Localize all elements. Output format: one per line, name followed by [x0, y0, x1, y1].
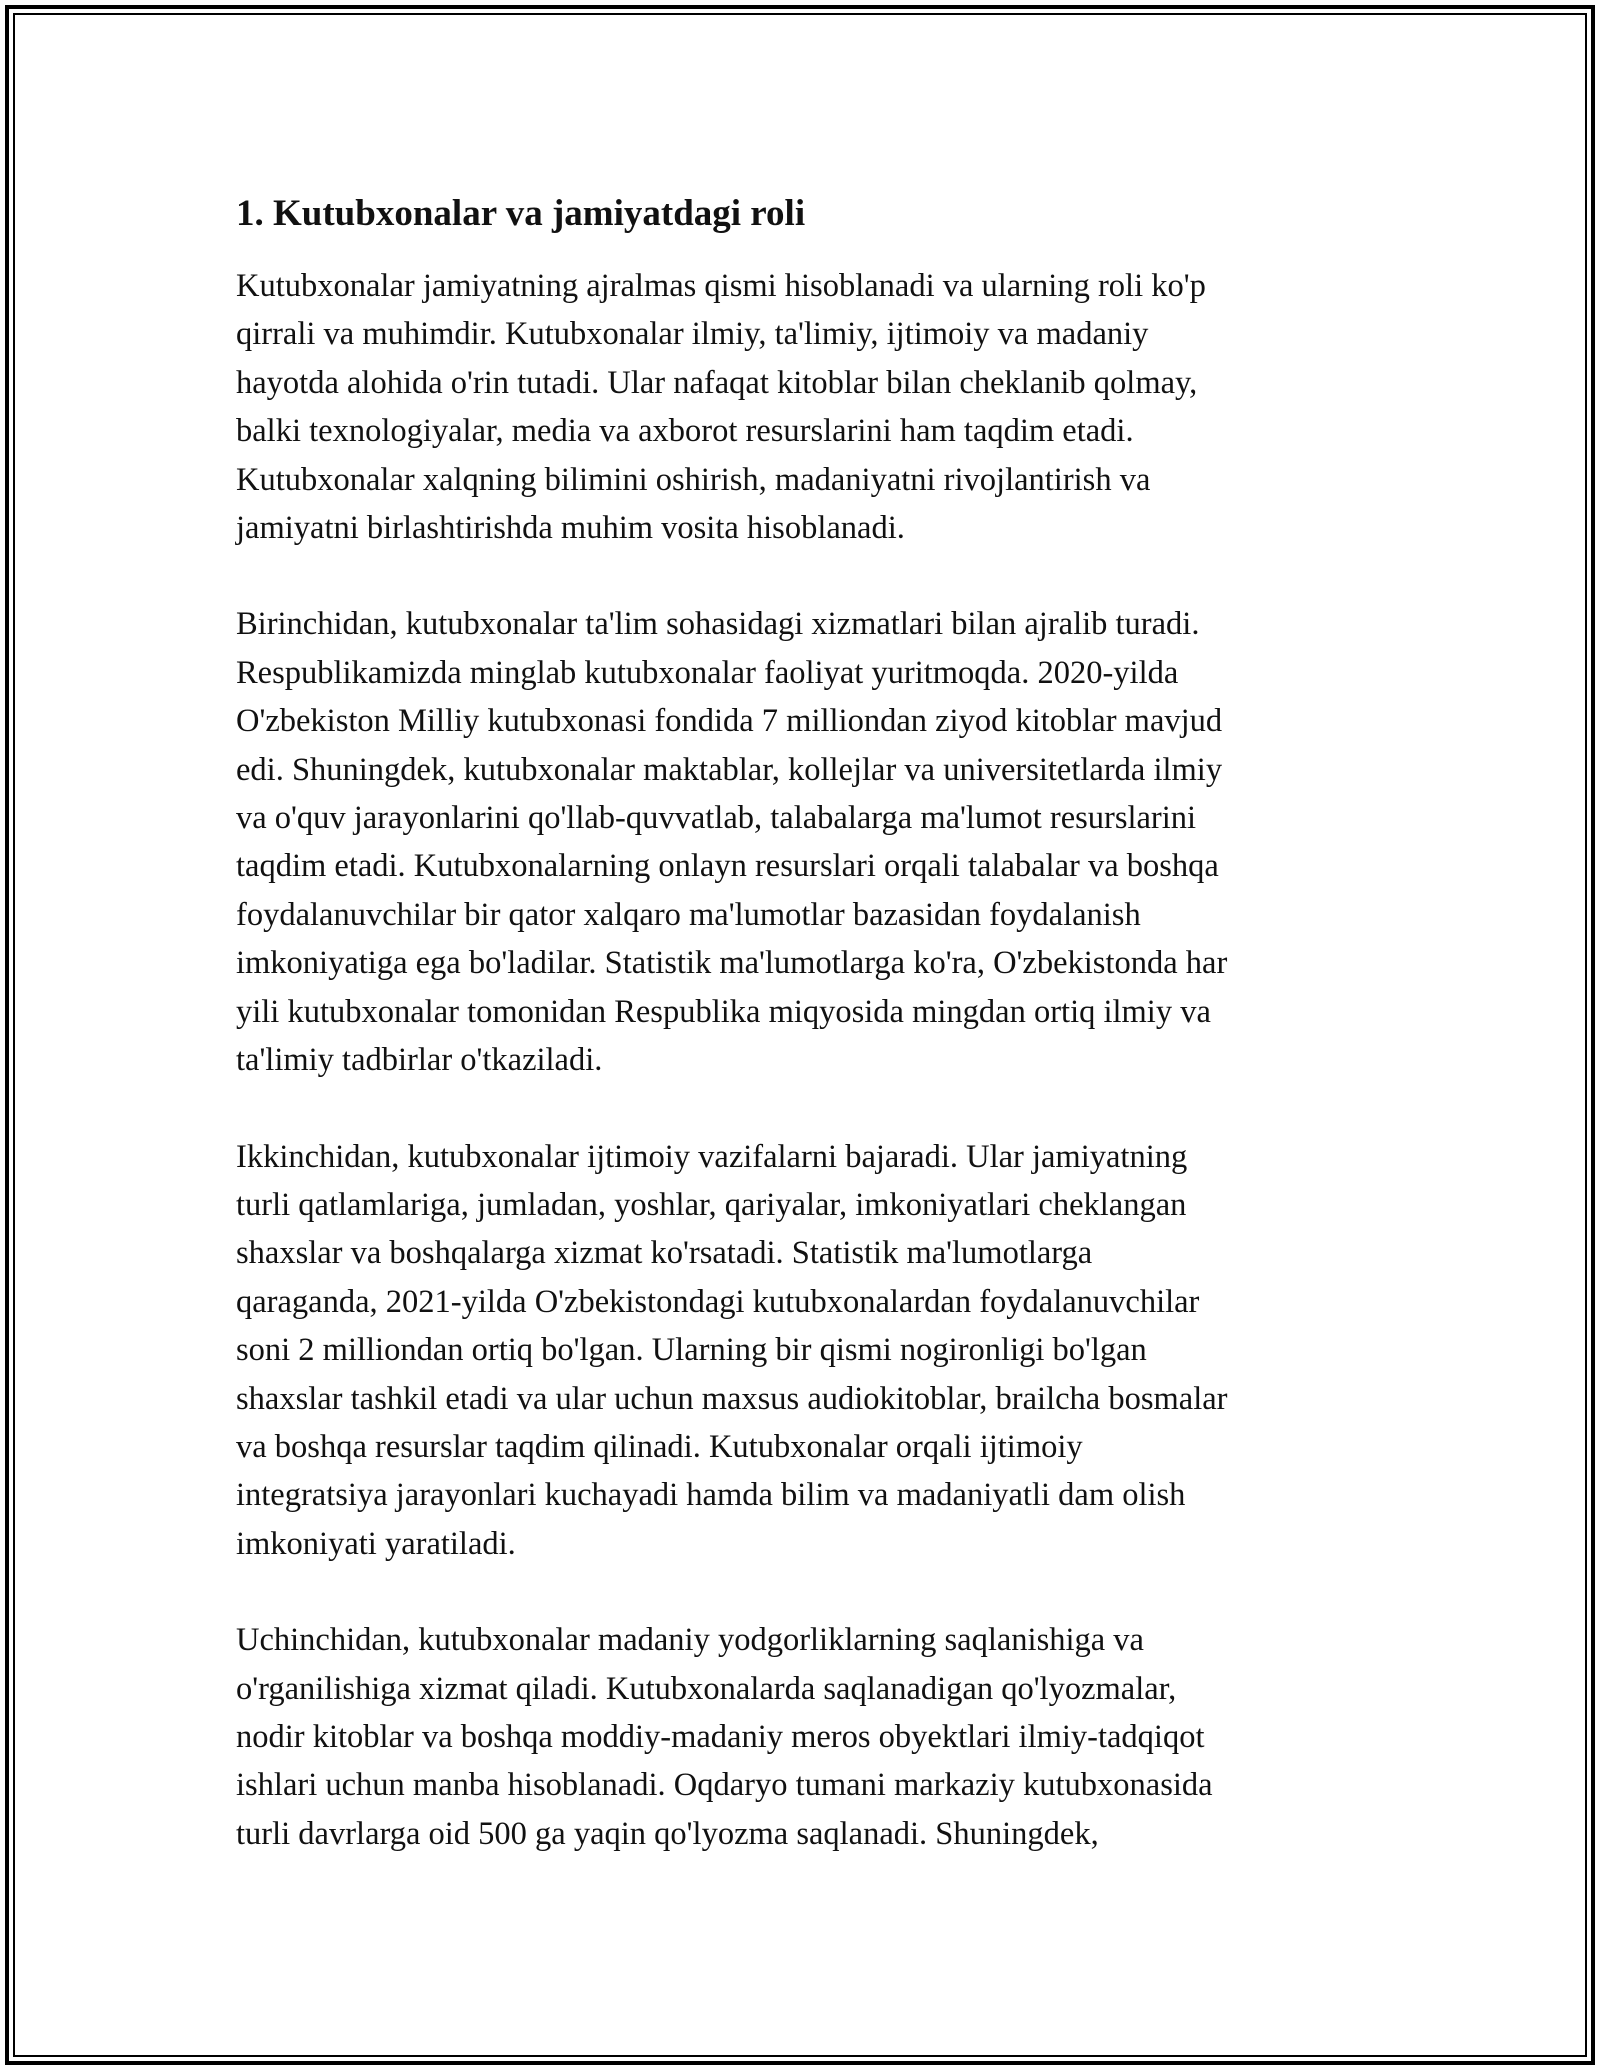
text-line: edi. Shuningdek, kutubxonalar maktablar, kollejlar va universitetlarda ilmiy [236, 751, 1223, 788]
text-line: imkoniyati yaratiladi. [236, 1525, 516, 1562]
text-line: yili kutubxonalar tomonidan Respublika miqyosida mingdan ortiq ilmiy va [236, 993, 1211, 1030]
text-line: Kutubxonalar jamiyatning ajralmas qismi hisoblanadi va ularning roli ko'p [236, 268, 1206, 304]
document-body [236, 188, 1368, 1906]
text-line: jamiyatni birlashtirishda muhim vosita hisoblanadi. [236, 510, 905, 547]
text-line: turli davrlarga oid 500 ga yaqin qo'lyozma saqlanadi. Shuningdek, [236, 1815, 1099, 1852]
text-line: va o'quv jarayonlarini qo'llab-quvvatlab, talabalarga ma'lumot resurslarini [236, 800, 1197, 837]
text-line: va boshqa resurslar taqdim qilinadi. Kutubxonalar orqali ijtimoiy [236, 1428, 1083, 1465]
text-line: qaraganda, 2021-yilda O'zbekistondagi kutubxonalardan foydalanuvchilar [236, 1283, 1200, 1320]
text-line: nodir kitoblar va boshqa moddiy-madaniy meros obyektlari ilmiy-tadqiqot [236, 1718, 1205, 1755]
text-line: Ikkinchidan, kutubxonalar ijtimoiy vazifalarni bajaradi. Ular jamiyatning [236, 1138, 1188, 1175]
text-line: foydalanuvchilar bir qator xalqaro ma'lumotlar bazasidan foydalanish [236, 896, 1141, 933]
section-heading: 1. Kutubxonalar va jamiyatdagi roli [236, 193, 806, 234]
text-line: taqdim etadi. Kutubxonalarning onlayn resurslari orqali talabalar va boshqa [236, 848, 1219, 885]
text-line: ishlari uchun manba hisoblanadi. Oqdaryo tumani markaziy kutubxonasida [236, 1767, 1213, 1804]
paragraph-first [236, 600, 1368, 1084]
text-line: balki texnologiyalar, media va axborot resurslarini ham taqdim etadi. [236, 413, 1134, 450]
paragraph-intro [236, 262, 1368, 552]
paragraph-second [236, 1133, 1368, 1569]
text-line: soni 2 milliondan ortiq bo'lgan. Ularning bir qismi nogironligi bo'lgan [236, 1332, 1147, 1369]
text-line: Birinchidan, kutubxonalar ta'lim sohasidagi xizmatlari bilan ajralib turadi. [236, 606, 1200, 643]
paragraph-third [236, 1616, 1368, 1858]
text-line: shaxslar va boshqalarga xizmat ko'rsatadi. Statistik ma'lumotlarga [236, 1235, 1093, 1272]
text-line: hayotda alohida o'rin tutadi. Ular nafaqat kitoblar bilan cheklanib qolmay, [236, 364, 1198, 401]
text-line: O'zbekiston Milliy kutubxonasi fondida 7 milliondan ziyod kitoblar mavjud [236, 703, 1223, 740]
text-line: Kutubxonalar xalqning bilimini oshirish, madaniyatni rivojlantirish va [236, 461, 1151, 498]
text-line: integratsiya jarayonlari kuchayadi hamda bilim va madaniyatli dam olish [236, 1477, 1186, 1514]
text-line: Uchinchidan, kutubxonalar madaniy yodgorliklarning saqlanishiga va [236, 1622, 1144, 1659]
text-line: ta'limiy tadbirlar o'tkaziladi. [236, 1042, 603, 1079]
text-line: o'rganilishiga xizmat qiladi. Kutubxonalarda saqlanadigan qo'lyozmalar, [236, 1670, 1177, 1707]
text-line: qirrali va muhimdir. Kutubxonalar ilmiy, ta'limiy, ijtimoiy va madaniy [236, 316, 1149, 353]
text-line: shaxslar tashkil etadi va ular uchun maxsus audiokitoblar, brailcha bosmalar [236, 1380, 1228, 1417]
text-line: imkoniyatiga ega bo'ladilar. Statistik ma'lumotlarga ko'ra, O'zbekistonda har [236, 945, 1228, 982]
text-line: turli qatlamlariga, jumladan, yoshlar, qariyalar, imkoniyatlari cheklangan [236, 1186, 1187, 1223]
text-line: Respublikamizda minglab kutubxonalar faoliyat yuritmoqda. 2020-yilda [236, 654, 1179, 691]
